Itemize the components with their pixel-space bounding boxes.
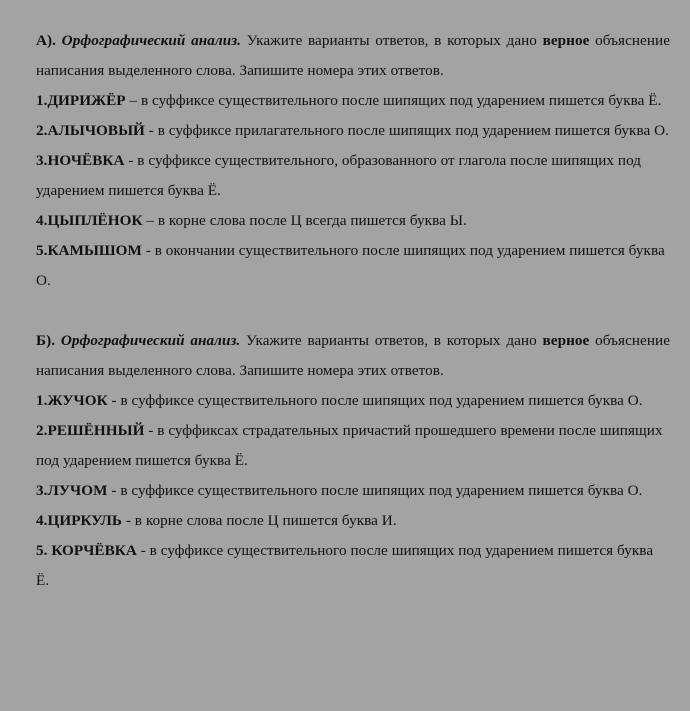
task-b-prompt-emphasis: верное [542,332,590,349]
item-explanation: - в суффиксе существительного после шипящих под ударением пишется буква О. [107,392,643,409]
item-word: ЦИРКУЛЬ [47,512,122,529]
item-word: ДИРИЖЁР [47,92,126,109]
task-b-prompt [36,326,670,386]
item-number: 1. [36,392,48,409]
item-explanation: – в суффиксе существительного после шипящих под ударением пишется буква Ё. [125,92,662,109]
item-word: КОРЧЁВКА [51,542,137,559]
task-b-prompt-part1: Укажите варианты ответов, в которых дано [246,332,537,349]
item-explanation: - в суффиксе существительного, образованного от глагола после шипящих под ударением пишется буква Ё. [36,152,642,199]
item-explanation: - в суффиксах страдательных причастий прошедшего времени после шипящих под ударением пишется буква Ё. [36,422,663,469]
task-b-title: Орфографический анализ. [60,332,241,349]
task-a-label: А). [36,32,56,49]
task-a-item-4 [36,206,670,236]
item-number: 3. [36,482,48,499]
task-b-item-1 [36,386,670,416]
item-explanation: - в суффиксе прилагательного после шипящих под ударением пишется буква О. [144,122,669,139]
task-b-item-2 [36,416,670,476]
item-explanation: - в суффиксе существительного после шипящих под ударением пишется буква Ё. [36,542,654,589]
task-a-title: Орфографический анализ. [61,32,242,49]
task-b-item-4 [36,506,670,536]
task-b-item-3 [36,476,670,506]
item-word: РЕШЁННЫЙ [47,422,145,439]
task-a-prompt [36,26,670,86]
item-word: ЖУЧОК [47,392,108,409]
item-number: 2. [36,122,48,139]
item-explanation: – в корне слова после Ц всегда пишется буква Ы. [142,212,467,229]
item-explanation: - в окончании существительного после шипящих под ударением пишется буква О. [36,242,665,289]
task-b-label: Б). [36,332,56,349]
item-number: 2. [36,422,48,439]
item-number: 5. [36,542,52,559]
item-number: 1. [36,92,48,109]
item-number: 4. [36,512,48,529]
item-word: НОЧЁВКА [47,152,125,169]
item-word: КАМЫШОМ [47,242,142,259]
item-number: 3. [36,152,48,169]
task-b-prompt-part2: объяснение написания выделенного слова. Запишите номера этих ответов. [36,332,670,379]
task-block-a [36,26,670,296]
item-number: 5. [36,242,48,259]
task-a-prompt-emphasis: верное [542,32,590,49]
task-a-item-3 [36,146,670,206]
task-a-item-5 [36,236,670,296]
item-explanation: - в суффиксе существительного после шипящих под ударением пишется буква О. [107,482,643,499]
task-a-item-2 [36,116,670,146]
item-word: АЛЫЧОВЫЙ [47,122,145,139]
item-number: 4. [36,212,48,229]
task-a-prompt-part1: Укажите варианты ответов, в которых дано [246,32,537,49]
task-a-item-1 [36,86,670,116]
task-b-item-5 [36,536,670,596]
task-a-prompt-part2: объяснение написания выделенного слова. Запишите номера этих ответов. [36,32,670,79]
task-block-b [36,326,670,596]
item-word: ЦЫПЛЁНОК [47,212,143,229]
item-explanation: - в корне слова после Ц пишется буква И. [121,512,397,529]
item-word: ЛУЧОМ [47,482,108,499]
